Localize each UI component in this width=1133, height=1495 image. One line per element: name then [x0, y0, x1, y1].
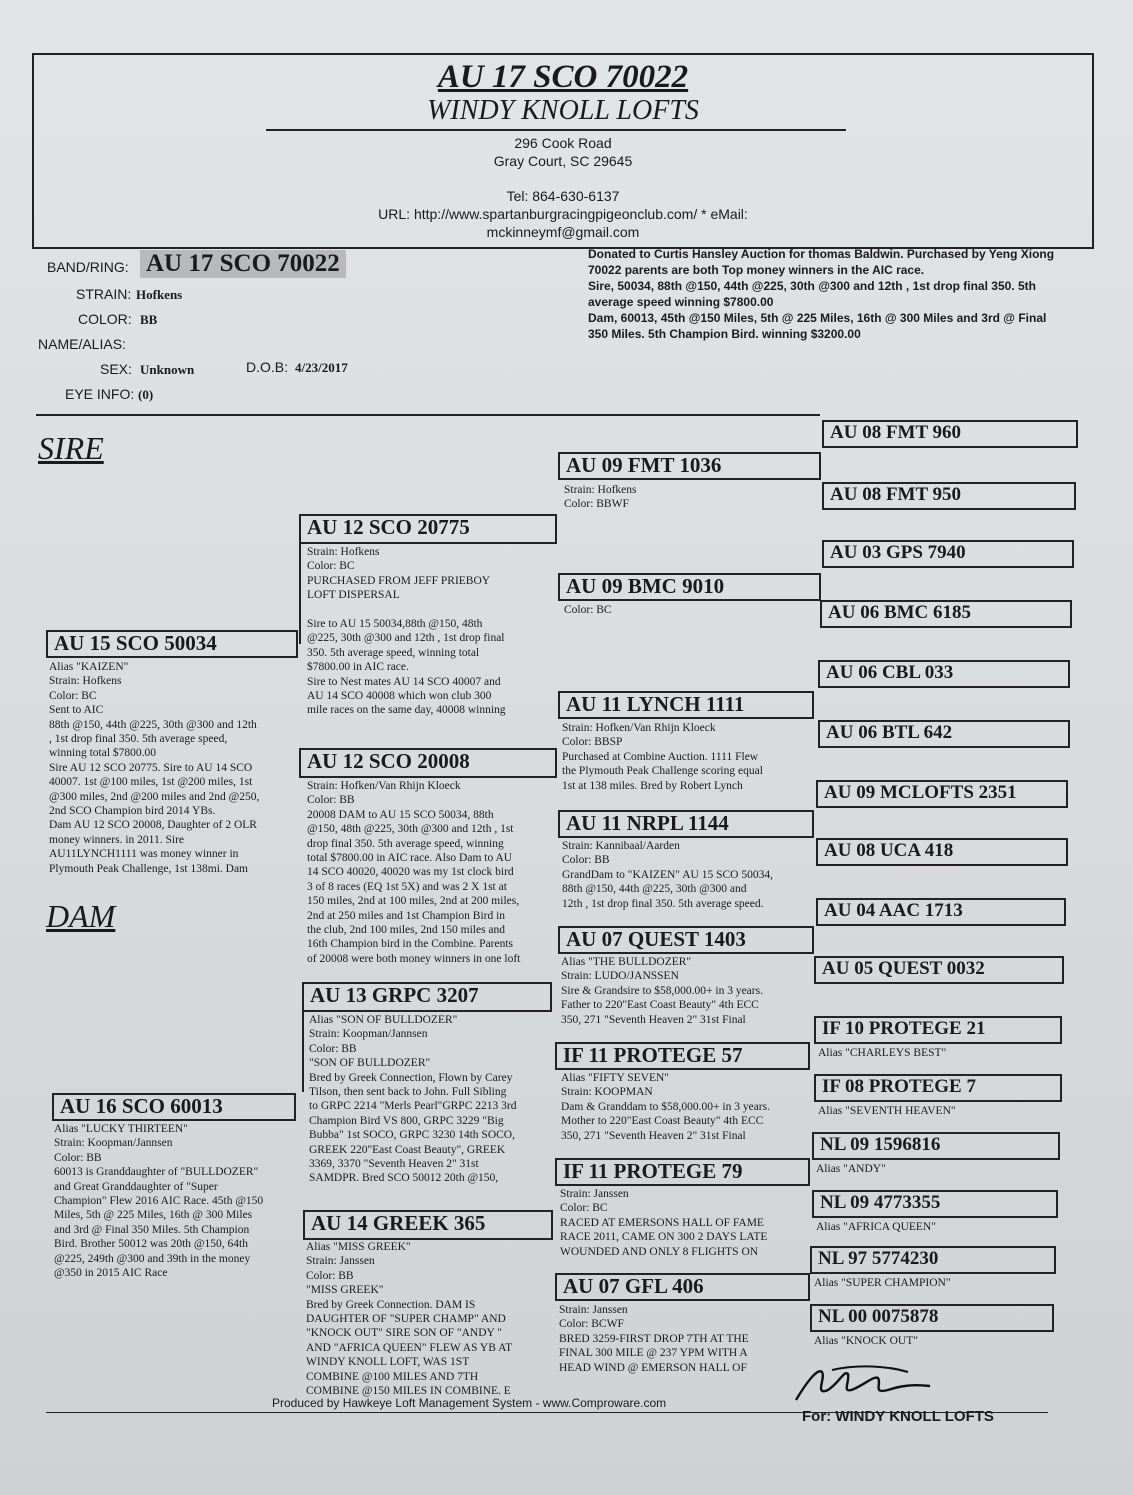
- g3-box-5: AU 07 QUEST 1403: [558, 926, 814, 954]
- g3-details-3: Strain: Hofken/Van Rhijn Kloeck Color: BBSP Purchased at Combine Auction. 1111 Flew the Plymouth Peak Challenge scoring equal 1st at 138 miles. Bred by Robert Lynch: [562, 722, 763, 792]
- g4-alias-16: Alias "KNOCK OUT": [814, 1335, 918, 1347]
- dam-band: AU 16 SCO 60013: [52, 1093, 296, 1121]
- g4-box-5: AU 06 CBL 033: [818, 660, 1070, 688]
- g3-details-8: Strain: Janssen Color: BCWF BRED 3259-FIRST DROP 7TH AT THE FINAL 300 MILE @ 237 YPM WITH A HEAD WIND @ EMERSON HALL OF: [559, 1304, 749, 1374]
- g4-box-10: AU 05 QUEST 0032: [814, 956, 1064, 984]
- g3-box-7: IF 11 PROTEGE 79: [555, 1158, 810, 1186]
- g4-box-15: NL 97 5774230: [810, 1246, 1056, 1274]
- g2-box-4: AU 14 GREEK 365: [303, 1210, 553, 1240]
- g3-details-7: Strain: Janssen Color: BC RACED AT EMERSONS HALL OF FAME RACE 2011, CAME ON 300 2 DAYS LATE WOUNDED AND ONLY 8 FLIGHTS ON: [560, 1188, 768, 1258]
- g4-box-3: AU 03 GPS 7940: [822, 540, 1074, 568]
- header-box: [32, 53, 1094, 249]
- strain-label: STRAIN:: [76, 286, 132, 302]
- g4-alias-11: Alias "CHARLEYS BEST": [818, 1047, 947, 1059]
- eye-info-value: (0): [138, 387, 154, 402]
- g4-alias-14: Alias "AFRICA QUEEN": [816, 1221, 936, 1233]
- color-label: COLOR:: [78, 311, 132, 327]
- address-line-1: 296 Cook Road: [514, 135, 612, 151]
- g2-details-3: Alias "SON OF BULLDOZER" Strain: Koopman/Jannsen Color: BB "SON OF BULLDOZER" Bred by Greek Connection, Flown by Carey Tilson, then sent back to John. Full Sibling to GRPC 2214 "Merls Pearl"GRPC 2213 3rd Champion Bird VS 800, GRPC 3229 "Big Bubba" 1st SOCO, GRPC 3230 14th SOCO, GREEK 220"East Coast Beauty", GREEK 3369, 3370 "Seventh Heaven 2" 31st SAMDPR. Bred SCO 50012 20th @150,: [309, 1014, 517, 1185]
- header-band-title: AU 17 SCO 70022: [437, 59, 689, 95]
- g4-box-6: AU 06 BTL 642: [818, 720, 1070, 748]
- g2-connector-1: [299, 544, 301, 644]
- website-url: URL: http://www.spartanburgracingpigeonclub.com/ * eMail:: [378, 206, 748, 222]
- band-label: BAND/RING:: [47, 259, 129, 275]
- address-line-2: Gray Court, SC 29645: [493, 153, 633, 169]
- dob-value: 4/23/2017: [295, 360, 348, 375]
- dam-details: Alias "LUCKY THIRTEEN" Strain: Koopman/Jannsen Color: BB 60013 is Granddaughter of "BULLDOZER" and Great Granddaughter of "Super Champion" Flew 2016 AIC Race. 45th @150 Miles, 5th @ 225 Miles, 16th @ 300 Miles and 3rd @ Final 350 Miles. 5th Champion Bird. Brother 50012 was 20th @150, 64th @225, 249th @300 and 39th in the money @350 in 2015 AIC Race: [54, 1123, 264, 1280]
- band-value: AU 17 SCO 70022: [140, 250, 346, 278]
- name-alias-label: NAME/ALIAS:: [38, 336, 126, 352]
- g4-box-14: NL 09 4773355: [812, 1190, 1058, 1218]
- g3-box-8: AU 07 GFL 406: [555, 1273, 810, 1301]
- eye-info-label: EYE INFO:: [65, 386, 135, 402]
- g3-details-1: Strain: Hofkens Color: BBWF: [564, 484, 637, 511]
- g4-box-16: NL 00 0075878: [810, 1304, 1054, 1332]
- g3-details-5: Alias "THE BULLDOZER" Strain: LUDO/JANSSEN Sire & Grandsire to $58,000.00+ in 3 years. Father to 220"East Coast Beauty" 4th ECC 350, 271 "Seventh Heaven 2" 31st Final: [561, 956, 763, 1026]
- for-loft: For: WINDY KNOLL LOFTS: [802, 1408, 994, 1425]
- g2-box-2: AU 12 SCO 20008: [299, 748, 557, 778]
- color-value: BB: [140, 312, 158, 327]
- g4-box-13: NL 09 1596816: [812, 1132, 1060, 1160]
- g4-box-1: AU 08 FMT 960: [822, 420, 1078, 448]
- g4-alias-12: Alias "SEVENTH HEAVEN": [818, 1105, 956, 1117]
- signature: [788, 1360, 938, 1410]
- g3-details-4: Strain: Kannibaal/Aarden Color: BB GrandDam to "KAIZEN" AU 15 SCO 50034, 88th @150, 44th @225, 30th @300 and 12th , 1st drop final 350. 5th average speed.: [562, 840, 773, 910]
- g4-alias-13: Alias "ANDY": [816, 1163, 886, 1175]
- g2-details-2: Strain: Hofken/Van Rhijn Kloeck Color: BB 20008 DAM to AU 15 SCO 50034, 88th @150, 48th @225, 30th @300 and 12th , 1st drop final 350. 5th average speed, winning total $7800.00 in AIC race. Also Dam to AU 14 SCO 40020, 40020 was my 1st clock bird 3 of 8 races (EQ 1st 5X) and was 2 X 1st at 150 miles, 2nd at 100 miles, 2nd at 200 miles, 2nd at 250 miles and 1st Champion Bird in the club, 2nd 100 miles, 2nd 150 miles and 16th Champion bird in the Combine. Parents of 20008 were both money winners in one loft: [307, 780, 521, 965]
- g2-details-1: Strain: Hofkens Color: BC PURCHASED FROM JEFF PRIEBOY LOFT DISPERSAL Sire to AU 15 50034,88th @150, 48th @225, 30th @300 and 12th , 1st drop final 350. 5th average speed, winning total $7800.00 in AIC race. Sire to Nest mates AU 14 SCO 40007 and AU 14 SCO 40008 which won club 300 mile races on the same day, 40008 winning: [307, 546, 506, 717]
- g4-alias-15: Alias "SUPER CHAMPION": [814, 1277, 951, 1289]
- g4-box-12: IF 08 PROTEGE 7: [814, 1074, 1062, 1102]
- sire-details: Alias "KAIZEN" Strain: Hofkens Color: BC Sent to AIC 88th @150, 44th @225, 30th @300 and 12th , 1st drop final 350. 5th average speed, winning total $7800.00 Sire AU 12 SCO 20775. Sire to AU 14 SCO 40007. 1st @100 miles, 1st @200 miles, 1st @300 miles, 2nd @200 miles and 2nd @250, 2nd SCO Champion bird 2014 YBs. Dam AU 12 SCO 20008, Daughter of 2 OLR money winners. in 2011. Sire AU11LYNCH1111 was money winner in Plymouth Peak Challenge, 1st 138mi. Dam: [49, 661, 260, 875]
- header-rule: [266, 129, 846, 131]
- info-divider: [36, 414, 820, 416]
- dam-heading: DAM: [46, 898, 116, 934]
- g2-box-1: AU 12 SCO 20775: [299, 514, 557, 544]
- g4-box-8: AU 08 UCA 418: [816, 838, 1068, 866]
- g4-box-7: AU 09 MCLOFTS 2351: [816, 780, 1068, 808]
- g2-box-3: AU 13 GRPC 3207: [302, 982, 552, 1012]
- g3-details-2: Color: BC: [564, 604, 612, 616]
- strain-value: Hofkens: [136, 287, 183, 302]
- g3-details-6: Alias "FIFTY SEVEN" Strain: KOOPMAN Dam & Granddam to $58,000.00+ in 3 years. Mother to 220"East Coast Beauty" 4th ECC 350, 271 "Seventh Heaven 2" 31st Final: [561, 1072, 770, 1142]
- footer-rule: [46, 1412, 1048, 1413]
- produced-by: Produced by Hawkeye Loft Management System - www.Comproware.com: [272, 1396, 667, 1410]
- donation-note: Donated to Curtis Hansley Auction for thomas Baldwin. Purchased by Yeng Xiong 70022 parents are both Top money winners in the AIC race. Sire, 50034, 88th @150, 44th @225, 30th @300 and 12th , 1st drop final 350. 5th average speed winning $7800.00 Dam, 60013, 45th @150 Miles, 5th @ 225 Miles, 16th @ 300 Miles and 3rd @ Final 350 Miles. 5th Champion Bird. winning $3200.00: [588, 247, 1055, 341]
- g3-box-4: AU 11 NRPL 1144: [558, 810, 814, 838]
- g3-box-6: IF 11 PROTEGE 57: [555, 1042, 810, 1070]
- g2-connector-3: [302, 1012, 304, 1092]
- g4-box-11: IF 10 PROTEGE 21: [814, 1016, 1062, 1044]
- g3-box-3: AU 11 LYNCH 1111: [558, 691, 814, 719]
- sex-label: SEX:: [100, 361, 132, 377]
- dob-label: D.O.B:: [246, 359, 289, 375]
- sire-band: AU 15 SCO 50034: [46, 630, 298, 658]
- email: mckinneymf@gmail.com: [486, 224, 640, 240]
- g2-details-4: Alias "MISS GREEK" Strain: Janssen Color: BB "MISS GREEK" Bred by Greek Connection. DAM IS DAUGHTER OF "SUPER CHAMP" AND "KNOCK OUT" SIRE SON OF "ANDY " AND "AFRICA QUEEN" FLEW AS YB AT WINDY KNOLL LOFT, WAS 1ST COMBINE @100 MILES AND 7TH COMBINE @150 MILES IN COMBINE. E: [306, 1241, 513, 1398]
- g4-box-9: AU 04 AAC 1713: [816, 898, 1066, 926]
- header-loft-name: WINDY KNOLL LOFTS: [427, 95, 699, 126]
- sire-heading: SIRE: [38, 430, 104, 466]
- telephone: Tel: 864-630-6137: [506, 188, 620, 204]
- g3-box-1: AU 09 FMT 1036: [558, 452, 821, 480]
- sex-value: Unknown: [140, 362, 195, 377]
- g3-box-2: AU 09 BMC 9010: [558, 573, 821, 601]
- g4-box-4: AU 06 BMC 6185: [820, 600, 1072, 628]
- g4-box-2: AU 08 FMT 950: [822, 482, 1076, 510]
